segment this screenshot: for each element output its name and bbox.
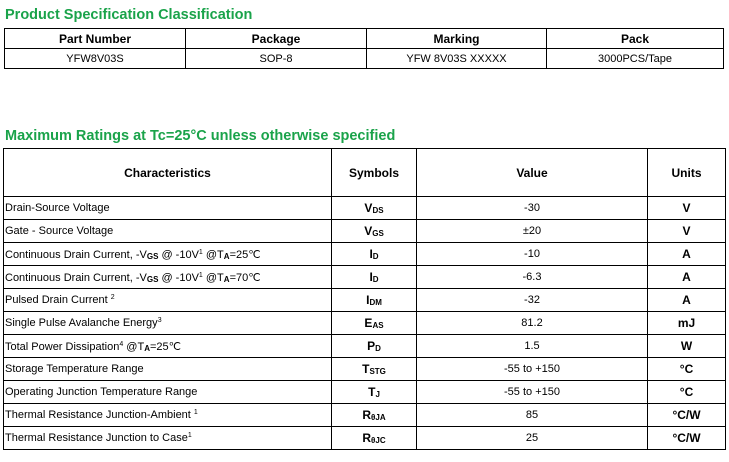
symbol-cell [332, 220, 417, 243]
characteristic-cell [4, 312, 332, 335]
unit-cell: A [648, 289, 726, 312]
ratings-row [4, 381, 726, 404]
spec-section-title: Product Specification Classification [5, 7, 253, 23]
unit-cell: V [648, 220, 726, 243]
symbol-subscript: θJA [371, 413, 386, 422]
unit-cell: V [648, 197, 726, 220]
symbol-base: I [366, 293, 370, 307]
ratings-row [4, 335, 726, 358]
characteristic-text: Continuous Drain Current, -V [5, 271, 147, 284]
symbol-base: R [362, 408, 372, 422]
characteristic-cell [4, 358, 332, 381]
value-cell: ±20 [417, 220, 648, 243]
value-cell: -30 [417, 197, 648, 220]
characteristic-text: Single Pulse Avalanche Energy [5, 317, 158, 329]
characteristic-text: Drain-Source Voltage [5, 202, 110, 214]
spec-table [4, 28, 724, 69]
symbol-cell [332, 289, 417, 312]
footnote-mark: 1 [198, 271, 203, 279]
characteristic-text: =25℃ [149, 340, 181, 353]
symbol-subscript: D [375, 344, 381, 353]
spec-package: SOP-8 [186, 49, 367, 69]
footnote-mark: 3 [157, 317, 162, 324]
symbol-base: V [364, 224, 373, 238]
symbol-subscript: DM [369, 298, 382, 307]
symbol-cell [332, 381, 417, 404]
spec-part-number: YFW8V03S [5, 49, 186, 69]
value-cell: -55 to +150 [417, 381, 648, 404]
ratings-row [4, 312, 726, 335]
ratings-row [4, 243, 726, 266]
characteristic-text: Thermal Resistance Junction to Case [5, 432, 188, 444]
ratings-header-row [4, 149, 726, 197]
value-cell: 85 [417, 404, 648, 427]
characteristic-cell [4, 381, 332, 404]
characteristic-cell [4, 243, 332, 266]
footnote-mark: 1 [198, 248, 203, 256]
symbol-cell [332, 335, 417, 358]
characteristic-text: @ -10V [158, 248, 199, 261]
ratings-header-value: Value [417, 149, 648, 197]
unit-cell: °C/W [648, 404, 726, 427]
subscript: GS [146, 274, 159, 284]
subscript: A [223, 274, 230, 284]
symbol-base: R [362, 431, 372, 445]
value-cell: -6.3 [417, 266, 648, 289]
symbol-base: E [364, 316, 373, 330]
symbol-cell [332, 404, 417, 427]
characteristic-cell [4, 427, 332, 450]
characteristic-text: @T [202, 271, 224, 284]
characteristic-cell [4, 220, 332, 243]
unit-cell: °C [648, 358, 726, 381]
footnote-mark: 4 [119, 340, 124, 348]
symbol-subscript: J [375, 390, 380, 399]
characteristic-text: @ -10V [158, 271, 199, 284]
ratings-row [4, 197, 726, 220]
symbol-subscript: DS [372, 206, 384, 215]
spec-header-row [5, 29, 724, 49]
value-cell: 81.2 [417, 312, 648, 335]
unit-cell: °C/W [648, 427, 726, 450]
characteristic-cell [4, 266, 332, 289]
symbol-subscript: D [372, 275, 379, 284]
ratings-table [3, 148, 726, 450]
value-cell: -32 [417, 289, 648, 312]
characteristic-text: Storage Temperature Range [5, 363, 144, 375]
value-cell: 1.5 [417, 335, 648, 358]
characteristic-text: Gate - Source Voltage [5, 225, 114, 237]
symbol-cell [332, 358, 417, 381]
ratings-header-units: Units [648, 149, 726, 197]
ratings-row [4, 404, 726, 427]
ratings-row [4, 427, 726, 450]
ratings-row [4, 289, 726, 312]
footnote-mark: 2 [110, 294, 115, 301]
characteristic-text: Pulsed Drain Current [5, 294, 111, 306]
characteristic-cell [4, 289, 332, 312]
symbol-cell [332, 427, 417, 450]
subscript: A [223, 251, 230, 261]
value-cell: -55 to +150 [417, 358, 648, 381]
ratings-header-symbols: Symbols [332, 149, 417, 197]
spec-header-marking: Marking [367, 29, 547, 49]
symbol-subscript: θJC [371, 436, 386, 445]
symbol-base: V [364, 201, 373, 215]
ratings-row [4, 220, 726, 243]
spec-pack: 3000PCS/Tape [547, 49, 724, 69]
footnote-mark: 1 [193, 409, 198, 416]
ratings-section-title: Maximum Ratings at Tc=25°C unless otherwise specified [5, 128, 396, 144]
symbol-base: T [362, 362, 370, 376]
spec-header-pack: Pack [547, 29, 724, 49]
characteristic-text: Continuous Drain Current, -V [5, 248, 147, 261]
characteristic-text: =25℃ [229, 248, 261, 261]
spec-header-part-number: Part Number [5, 29, 186, 49]
spec-marking: YFW 8V03S XXXXX [367, 49, 547, 69]
characteristic-text: @T [202, 248, 224, 261]
unit-cell: A [648, 243, 726, 266]
symbol-base: P [367, 339, 376, 353]
symbol-base: I [369, 270, 373, 284]
symbol-subscript: STG [369, 367, 386, 376]
ratings-header-characteristics: Characteristics [4, 149, 332, 197]
ratings-row [4, 266, 726, 289]
unit-cell: A [648, 266, 726, 289]
symbol-cell [332, 266, 417, 289]
symbol-subscript: D [372, 252, 379, 261]
footnote-mark: 1 [187, 432, 192, 439]
symbol-cell [332, 197, 417, 220]
unit-cell: mJ [648, 312, 726, 335]
symbol-subscript: AS [372, 321, 384, 330]
symbol-base: I [369, 247, 373, 261]
spec-data-row [5, 49, 724, 69]
symbol-cell [332, 243, 417, 266]
characteristic-text: @T [123, 340, 145, 353]
unit-cell: W [648, 335, 726, 358]
value-cell: -10 [417, 243, 648, 266]
subscript: A [144, 343, 150, 353]
characteristic-text: =70℃ [229, 271, 261, 284]
characteristic-text: Thermal Resistance Junction-Ambient [5, 409, 194, 421]
characteristic-cell [4, 197, 332, 220]
spec-header-package: Package [186, 29, 367, 49]
characteristic-cell [4, 404, 332, 427]
value-cell: 25 [417, 427, 648, 450]
symbol-base: T [368, 385, 376, 399]
symbol-cell [332, 312, 417, 335]
characteristic-text: Total Power Dissipation [5, 340, 120, 353]
ratings-row [4, 358, 726, 381]
symbol-subscript: GS [372, 229, 384, 238]
characteristic-text: Operating Junction Temperature Range [5, 386, 198, 398]
unit-cell: °C [648, 381, 726, 404]
subscript: GS [146, 251, 159, 261]
ratings-body [4, 197, 726, 450]
characteristic-cell [4, 335, 332, 358]
